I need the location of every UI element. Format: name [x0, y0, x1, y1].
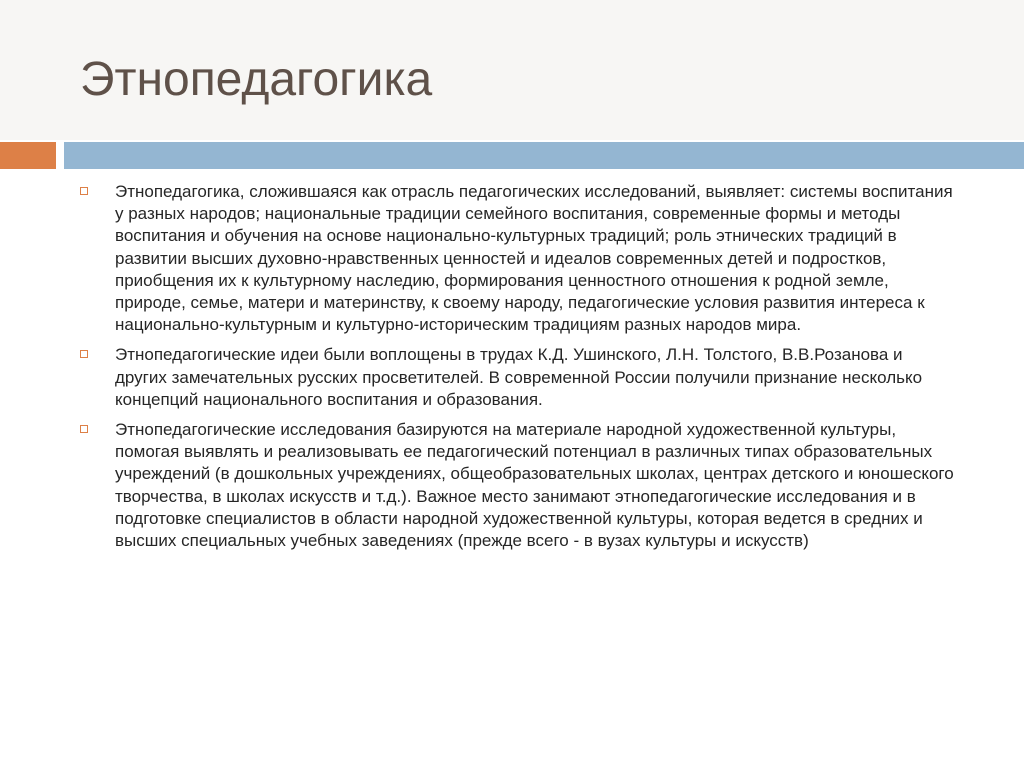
hollow-square-bullet-icon	[80, 425, 88, 433]
title-underline-bar	[64, 142, 1024, 169]
bullet-text: Этнопедагогические исследования базируются на материале народной художественной культуры, помогая выявлять и реализовывать ее педагогический потенциал в различных типах образовательных учреждений (в дошкольных учреждениях, общеобразовательных школах, центрах детского и юношеского творчества, в школах искусств и т.д.). Важное место занимают этнопедагогические исследования и в подготовке специалистов в области народной художественной культуры, которая ведется в средних и высших специальных учебных заведениях (прежде всего - в вузах культуры и искусств)	[115, 420, 954, 551]
bullet-list	[78, 181, 958, 560]
slide-title: Этнопедагогика	[80, 53, 433, 106]
hollow-square-bullet-icon	[80, 350, 88, 358]
bullet-item	[78, 344, 958, 411]
title-area	[0, 0, 1024, 140]
bullet-text: Этнопедагогические идеи были воплощены в трудах К.Д. Ушинского, Л.Н. Толстого, В.В.Розанова и других замечательных русских просветителей. В современной России получили признание несколько концепций национального воспитания и образования.	[115, 345, 923, 409]
bullet-item	[78, 419, 958, 552]
accent-bar	[0, 142, 56, 169]
hollow-square-bullet-icon	[80, 187, 88, 195]
bullet-item	[78, 181, 958, 336]
bullet-text: Этнопедагогика, сложившаяся как отрасль педагогических исследований, выявляет: системы воспитания у разных народов; национальные традиции семейного воспитания, современные формы и методы воспитания и обучения на основе национально-культурных традиций; роль этнических традиций в развитии высших духовно-нравственных ценностей и идеалов современных детей и подростков, приобщения их к культурному наследию, формирования ценностного отношения к родной земле, природе, семье, матери и материнству, к своему народу, педагогические условия развития интереса к национально-культурным и культурно-историческим традициям разных народов мира.	[115, 182, 953, 335]
